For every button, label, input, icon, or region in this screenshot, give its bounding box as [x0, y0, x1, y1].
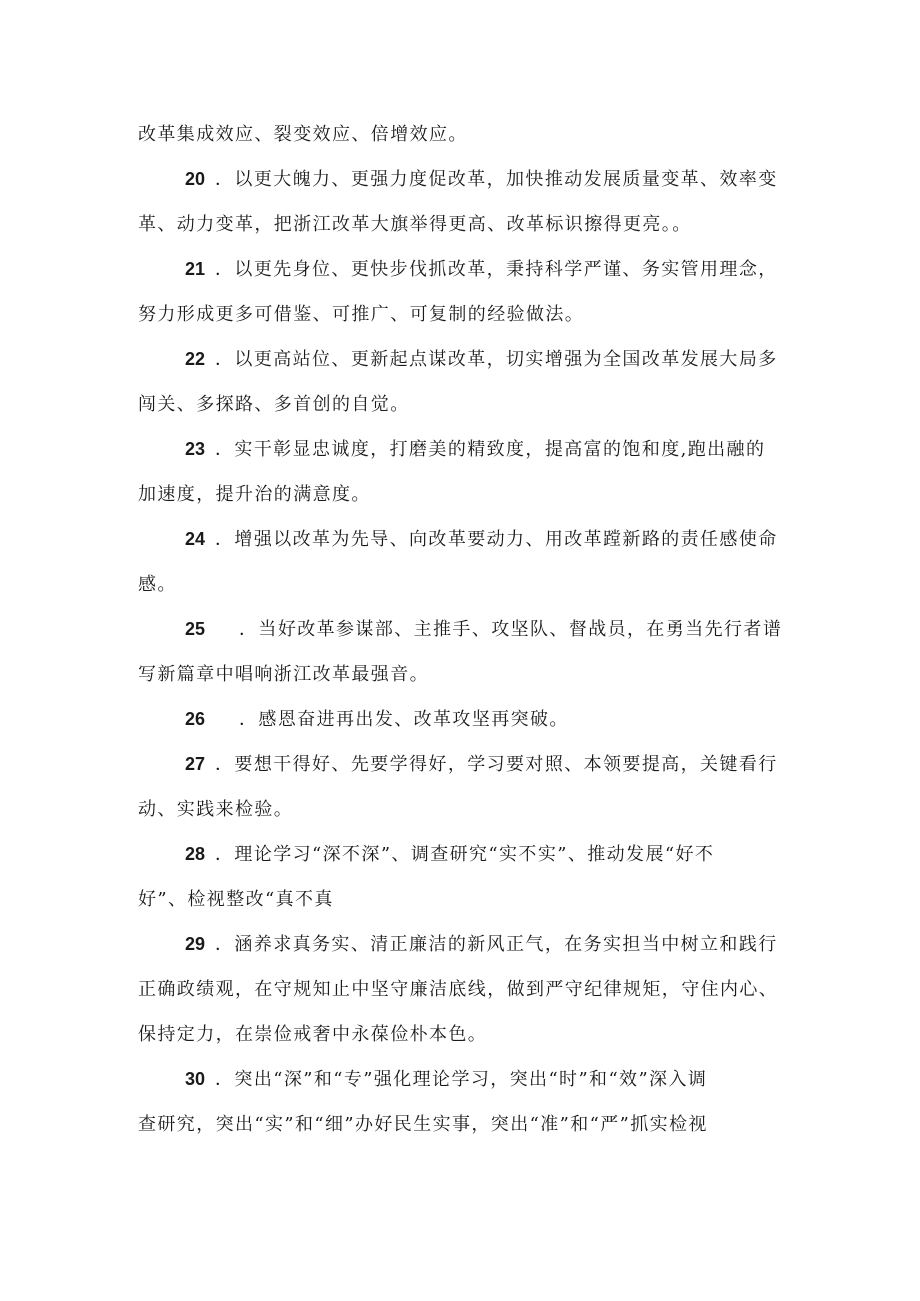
paragraph-line: 改革集成效应、裂变效应、倍增效应。 [138, 124, 468, 145]
paragraph-line: 正确政绩观，在守规知止中坚守廉洁底线，做到严守纪律规矩，守住内心、 [138, 979, 779, 1000]
paragraph-26: 26 ．感恩奋进再出发、改革攻坚再突破。 [185, 709, 569, 730]
paragraph-line: 动、实践来检验。 [138, 799, 294, 820]
paragraph-28: 28 ．理论学习“深不深”、调查研究“实不实”、推动发展“好不 [185, 844, 715, 865]
paragraph-line: 感。 [138, 574, 177, 595]
item-number: 22 [185, 349, 206, 369]
paragraph-20: 20 ．以更大魄力、更强力度促改革，加快推动发展质量变革、效率变 [185, 169, 778, 190]
item-number: 21 [185, 259, 206, 279]
paragraph-line: 查研究，突出“实”和“细”办好民生实事，突出“准”和“严”抓实检视 [138, 1114, 708, 1135]
item-number: 26 [185, 709, 206, 729]
item-number: 29 [185, 934, 206, 954]
paragraph-line: 加速度，提升治的满意度。 [138, 484, 371, 505]
document-body [138, 112, 798, 1147]
paragraph-line: 闯关、多探路、多首创的自觉。 [138, 394, 410, 415]
item-number: 28 [185, 844, 206, 864]
item-number: 27 [185, 754, 206, 774]
paragraph-27: 27 ．要想干得好、先要学得好，学习要对照、本领要提高，关键看行 [185, 754, 778, 775]
item-number: 25 [185, 619, 206, 639]
paragraph-30: 30 ．突出“深”和“专”强化理论学习，突出“时”和“效”深入调 [185, 1069, 708, 1090]
item-number: 23 [185, 439, 206, 459]
item-number: 20 [185, 169, 206, 189]
paragraph-25: 25 ．当好改革参谋部、主推手、攻坚队、督战员，在勇当先行者谱 [185, 619, 783, 640]
paragraph-22: 22 ．以更高站位、更新起点谋改革，切实增强为全国改革发展大局多 [185, 349, 778, 370]
paragraph-23: 23 ．实干彰显忠诚度，打磨美的精致度，提高富的饱和度,跑出融的 [185, 439, 766, 460]
paragraph-21: 21 ．以更先身位、更快步伐抓改革，秉持科学严谨、务实管用理念， [185, 259, 778, 280]
paragraph-line: 好”、检视整改“真不真 [138, 889, 334, 910]
paragraph-24: 24 ．增强以改革为先导、向改革要动力、用改革蹚新路的责任感使命 [185, 529, 778, 550]
item-number: 24 [185, 529, 206, 549]
item-number: 30 [185, 1069, 206, 1089]
paragraph-line: 保持定力，在崇俭戒奢中永葆俭朴本色。 [138, 1024, 488, 1045]
paragraph-line: 写新篇章中唱响浙江改革最强音。 [138, 664, 429, 685]
paragraph-line: 革、动力变革，把浙江改革大旗举得更高、改革标识擦得更亮。。 [138, 214, 692, 235]
paragraph-line: 努力形成更多可借鉴、可推广、可复制的经验做法。 [138, 304, 585, 325]
paragraph-29: 29 ．涵养求真务实、清正廉洁的新风正气，在务实担当中树立和践行 [185, 934, 778, 955]
